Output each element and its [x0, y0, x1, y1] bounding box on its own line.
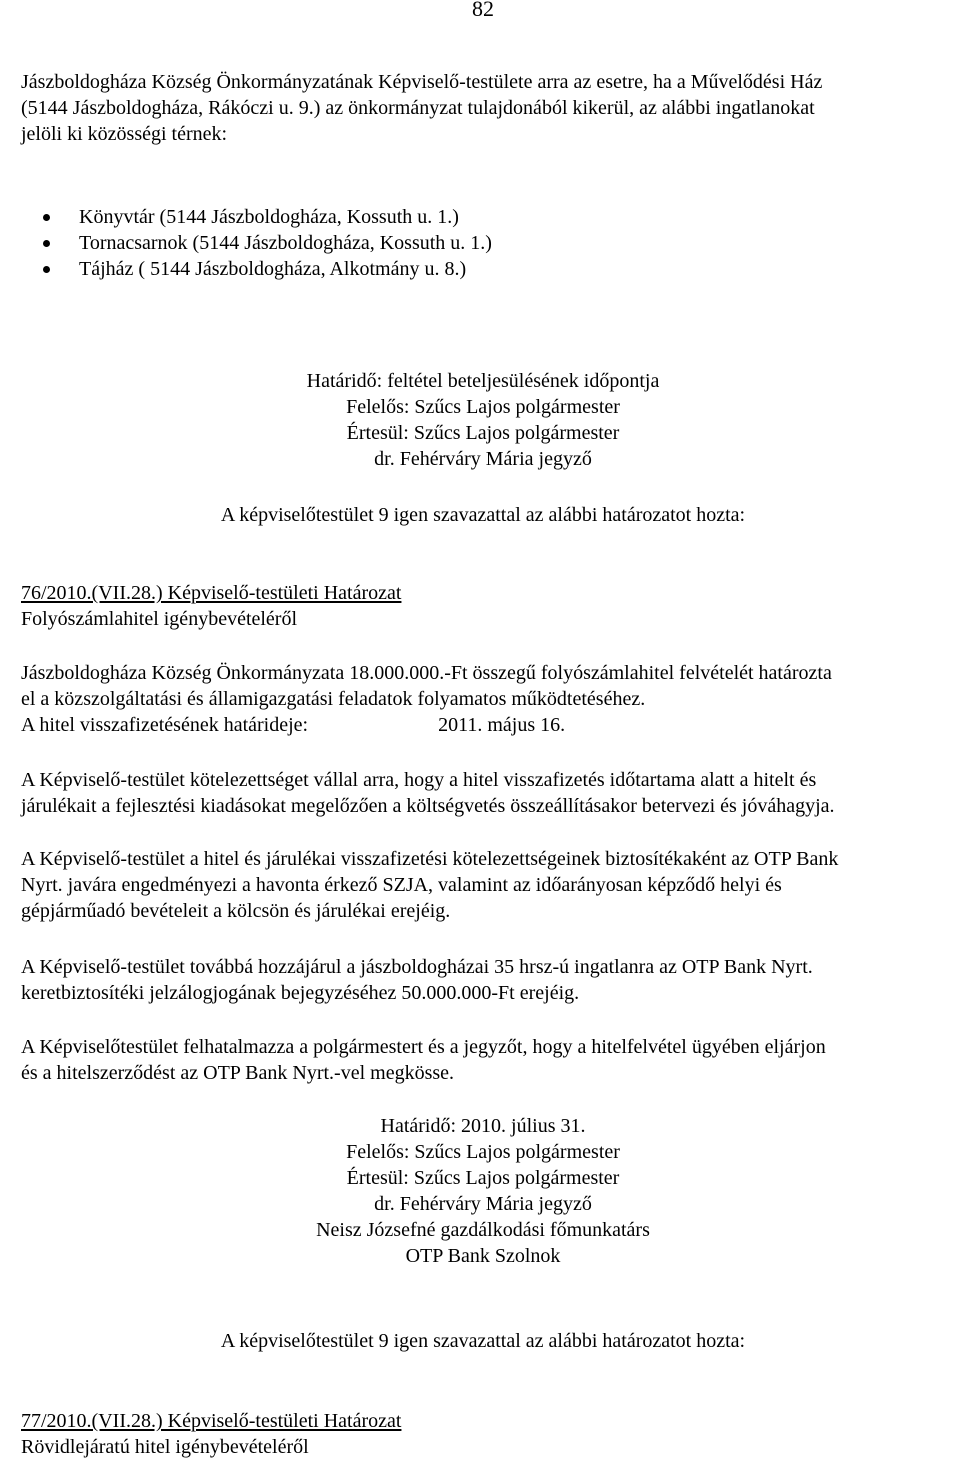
- body-line: gépjárműadó bevételeit a kölcsön és járulékai erejéig.: [21, 900, 451, 922]
- deadline-block: [0, 368, 960, 472]
- repayment-date: 2011. május 16.: [438, 714, 566, 736]
- page-number: 82: [472, 0, 494, 21]
- body-line: el a közszolgáltatási és államigazgatási feladatok folyamatos működtetéséhez.: [21, 688, 646, 710]
- intro-line: Jászboldogháza Község Önkormányzatának Képviselő-testülete arra az esetre, ha a Művelődési Ház: [21, 71, 823, 93]
- resolution-number: 77/2010.(VII.28.) Képviselő-testületi Határozat: [21, 1410, 402, 1432]
- list-item: [43, 204, 492, 230]
- resolution-number: 76/2010.(VII.28.) Képviselő-testületi Határozat: [21, 582, 402, 604]
- notified-line: OTP Bank Szolnok: [405, 1245, 561, 1267]
- collateral-paragraph: [21, 846, 951, 924]
- bullet-icon: [43, 240, 50, 247]
- resolution-title: Rövidlejáratú hitel igénybevételéről: [21, 1436, 309, 1458]
- intro-line: (5144 Jászboldogháza, Rákóczi u. 9.) az önkormányzat tulajdonából kikerül, az alábbi ingatlanokat: [21, 97, 815, 119]
- intro-line: jelöli ki közösségi térnek:: [21, 123, 228, 145]
- resolution-header: [21, 580, 951, 632]
- list-item-text: Tornacsarnok (5144 Jászboldogháza, Kossuth u. 1.): [79, 232, 492, 254]
- list-item: [43, 256, 492, 282]
- vote-statement: [0, 1328, 960, 1354]
- vote-statement-text: A képviselőtestület 9 igen szavazattal az alábbi határozatot hozta:: [220, 1330, 746, 1352]
- body-line: Nyrt. javára engedményezi a havonta érkező SZJA, valamint az időarányosan képződő helyi és: [21, 874, 782, 896]
- resolution-title: Folyószámlahitel igénybevételéről: [21, 608, 298, 630]
- list-item-text: Könyvtár (5144 Jászboldogháza, Kossuth u. 1.): [79, 206, 459, 228]
- list-item: [43, 230, 492, 256]
- mortgage-paragraph: [21, 954, 951, 1006]
- vote-statement-text: A képviselőtestület 9 igen szavazattal az alábbi határozatot hozta:: [220, 504, 746, 526]
- body-line: A Képviselő-testület kötelezettséget vállal arra, hogy a hitel visszafizetés időtartama alatt a hitelt és: [21, 769, 817, 791]
- deadline-block: [0, 1113, 960, 1269]
- list-item-text: Tájház ( 5144 Jászboldogháza, Alkotmány u. 8.): [79, 258, 467, 280]
- intro-paragraph: [21, 69, 951, 147]
- body-line: járulékait a fejlesztési kiadásokat megelőzően a költségvetés összeállításakor betervezi és jóváhagyja.: [21, 795, 835, 817]
- deadline-line: Határidő: feltétel beteljesülésének időpontja: [306, 370, 660, 392]
- body-line: keretbiztosítéki jelzálogjogának bejegyzéséhez 50.000.000-Ft erejéig.: [21, 982, 580, 1004]
- notified-line: Értesül: Szűcs Lajos polgármester: [346, 422, 620, 444]
- body-line: és a hitelszerződést az OTP Bank Nyrt.-vel megkösse.: [21, 1062, 455, 1084]
- community-space-list: [43, 204, 492, 282]
- notified-line: dr. Fehérváry Mária jegyző: [374, 1193, 592, 1215]
- resolution-header: [21, 1408, 951, 1460]
- responsible-line: Felelős: Szűcs Lajos polgármester: [346, 396, 620, 418]
- repayment-line: [21, 712, 951, 738]
- bullet-icon: [43, 214, 50, 221]
- authorization-paragraph: [21, 1034, 951, 1086]
- body-line: A Képviselő-testület továbbá hozzájárul a jászboldogházai 35 hrsz-ú ingatlanra az OTP Bank Nyrt.: [21, 956, 813, 978]
- commitment-paragraph: [21, 767, 951, 819]
- body-line: A Képviselőtestület felhatalmazza a polgármestert és a jegyzőt, hogy a hitelfelvétel ügyében eljárjon: [21, 1036, 826, 1058]
- deadline-line: Határidő: 2010. július 31.: [380, 1115, 586, 1137]
- notified-line: Neisz Józsefné gazdálkodási főmunkatárs: [316, 1219, 650, 1241]
- vote-statement: [0, 502, 960, 528]
- notified-line: dr. Fehérváry Mária jegyző: [374, 448, 592, 470]
- responsible-line: Felelős: Szűcs Lajos polgármester: [346, 1141, 620, 1163]
- body-line: A Képviselő-testület a hitel és járulékai visszafizetési kötelezettségeinek biztosítékaként az OTP Bank: [21, 848, 839, 870]
- notified-line: Értesül: Szűcs Lajos polgármester: [346, 1167, 620, 1189]
- bullet-icon: [43, 266, 50, 273]
- body-line: Jászboldogháza Község Önkormányzata 18.000.000.-Ft összegű folyószámlahitel felvételét határozta: [21, 662, 832, 684]
- resolution-body: [21, 660, 951, 738]
- repayment-label: A hitel visszafizetésének határideje:: [21, 714, 309, 736]
